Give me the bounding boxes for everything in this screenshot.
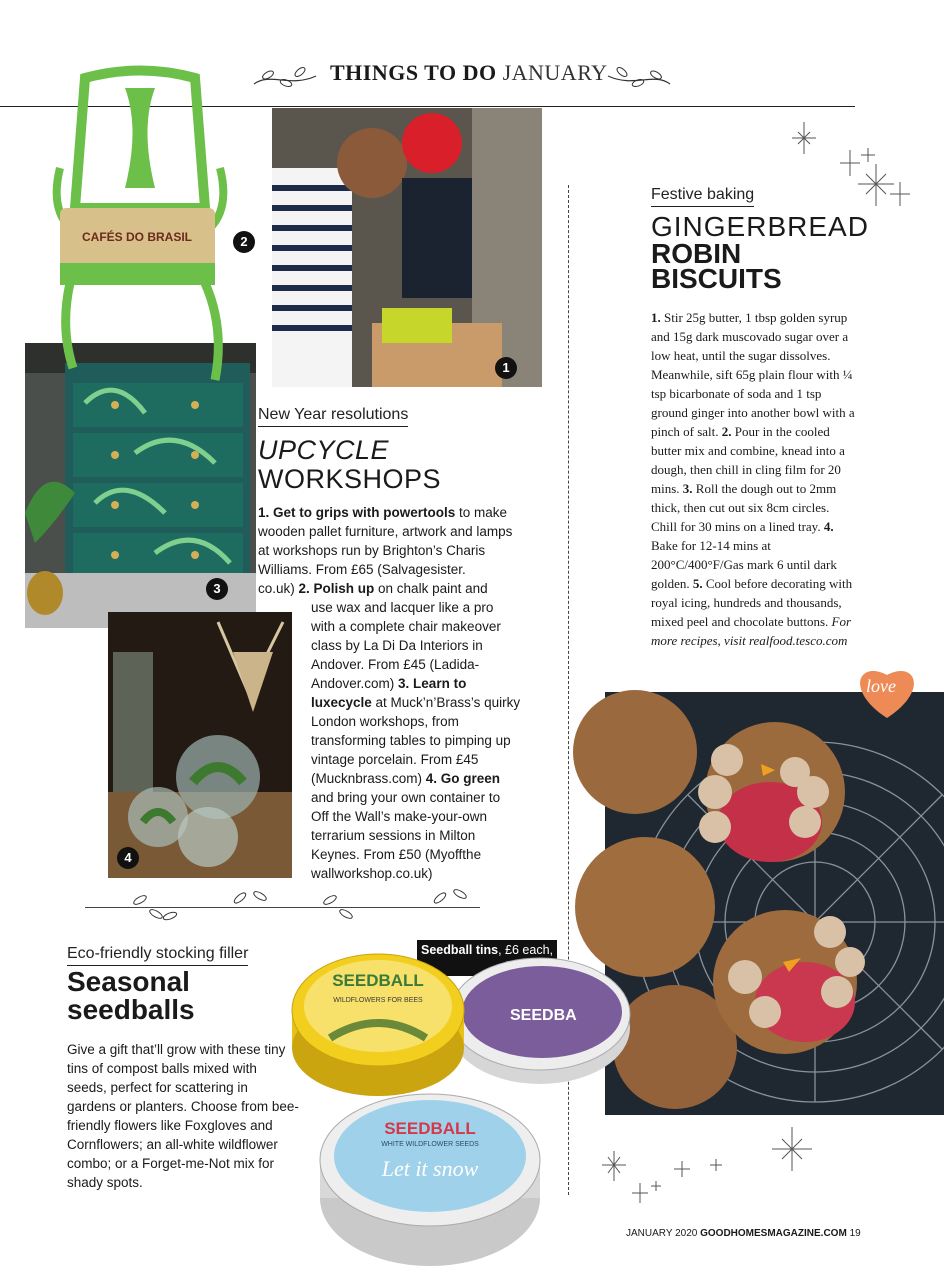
gingerbread-title-line1: GINGERBREAD: [651, 211, 869, 242]
photo-badge-2: 2: [233, 231, 255, 253]
vine-ornament-right-icon: [604, 62, 674, 92]
section-title-bold: THINGS TO DO: [330, 60, 497, 85]
photo-badge-4: 4: [117, 847, 139, 869]
gingerbread-method: [651, 308, 856, 650]
gingerbread-step5-num: 5.: [692, 576, 703, 591]
tin1-sublabel: WILDFLOWERS FOR BEES: [333, 997, 423, 1004]
sparkles-bottom-icon: [600, 1125, 820, 1215]
vine-ornament-left-icon: [250, 62, 320, 92]
photo-robin-biscuits: [605, 692, 944, 1115]
upcycle-body-top: [258, 503, 523, 598]
footer-site[interactable]: GOODHOMESMAGAZINE.COM: [700, 1228, 847, 1239]
gingerbread-step4-text: Bake for 12-14 mins at 200°C/400°F/Gas mark 6 until dark golden.: [651, 538, 837, 591]
upcycle-step1-text: to make wooden pallet furniture, artwork and lamps at workshops run by Brighton’s Charis Williams. From £65 (Salvagesister.: [258, 505, 513, 577]
section-title-month: JANUARY: [502, 60, 608, 85]
seedball-caption-product: Seedball tins: [421, 943, 499, 957]
upcycle-kicker: New Year resolutions: [258, 406, 408, 427]
seedball-title-line1: Seasonal: [67, 966, 190, 997]
photo-badge-1: 1: [495, 357, 517, 379]
gingerbread-step1-num: 1.: [651, 310, 661, 325]
upcycle-step2-start: on chalk paint and: [374, 581, 488, 596]
tin3-script: Let it snow: [381, 1156, 479, 1181]
chair-label: CAFÉS DO BRASIL: [81, 230, 193, 244]
photo-badge-3: 3: [206, 578, 228, 600]
section-title: [330, 60, 608, 86]
gingerbread-kicker: Festive baking: [651, 186, 754, 207]
gingerbread-title-line3: BISCUITS: [651, 263, 782, 294]
upcycle-step3-text: at Muck’n’Brass’s quirky London workshops, from transforming tables to pimping up vintage porcelain. From £45 (Mucknbrass.com): [311, 695, 521, 786]
love-label: love: [866, 676, 896, 696]
gingerbread-step3-num: 3.: [682, 481, 693, 496]
gingerbread-step2-text: Pour in the cooled butter mix and combine, knead into a dough, then chill in cling film for 20 mins.: [651, 424, 845, 496]
gingerbread-title-line2: ROBIN: [651, 238, 742, 269]
photo-chair: [55, 68, 225, 386]
sparkles-icon: [790, 120, 910, 210]
upcycle-title-line2: WORKSHOPS: [258, 464, 442, 494]
upcycle-body-bottom: [311, 598, 521, 883]
upcycle-step4-text: and bring your own container to Off the Wall’s make-your-own terrarium sessions in Milton Keynes. From £50 (Myoffthe wallworkshop.co.uk): [311, 790, 501, 881]
upcycle-step3-heading: 3. Learn to luxecycle: [311, 676, 467, 710]
seedball-title-line2: seedballs: [67, 994, 195, 1025]
tin3-sublabel: WHITE WILDFLOWER SEEDS: [381, 1141, 479, 1148]
upcycle-step4-heading: 4. Go green: [425, 771, 501, 786]
photo-seedball-tins: [290, 948, 577, 1268]
page-footer: [626, 1228, 861, 1239]
upcycle-title-line1: UPCYCLE: [258, 435, 390, 465]
seedball-kicker: Eco-friendly stocking filler: [67, 945, 248, 966]
gingerbread-step5-text: Cool before decorating with royal icing, hundreds and thousands, mixed peel and chocolate buttons.: [651, 576, 853, 629]
photo-terrarium: [108, 612, 292, 878]
gingerbread-step4-num: 4.: [823, 519, 834, 534]
tin3-label: SEEDBALL: [384, 1119, 476, 1138]
gingerbread-step2-num: 2.: [721, 424, 732, 439]
upcycle-step1-heading: 1. Get to grips with powertools: [258, 505, 456, 520]
footer-page-number: 19: [846, 1228, 861, 1239]
gingerbread-more-recipes-link[interactable]: For more recipes, visit realfood.tesco.com: [651, 614, 852, 648]
gingerbread-step1-text: Stir 25g butter, 1 tbsp golden syrup and 15g dark muscovado sugar over a low heat, until the sugar dissolves. Meanwhile, sift 65g plain flour with ¼ tsp bicarbonate of soda and 1 tsp ground ginger into another bowl with a pinch of salt.: [651, 310, 855, 439]
tin2-label: SEEDBA: [510, 1007, 577, 1024]
upcycle-step1-end: co.uk): [258, 581, 299, 596]
upcycle-step2-heading: 2. Polish up: [298, 581, 375, 596]
vine-leaves-icon: [120, 886, 490, 926]
photo-workshop: [272, 108, 542, 387]
footer-month: JANUARY 2020: [626, 1228, 701, 1239]
upcycle-step2-text: use wax and lacquer like a pro with a complete chair makeover class by La Di Da Interiors in Andover. From £45 (Ladida-Andover.com): [311, 600, 501, 691]
seedball-caption-price: , £6 each,: [498, 943, 554, 957]
tin1-label: SEEDBALL: [332, 971, 424, 990]
gingerbread-step3-text: Roll the dough out to 2mm thick, then cut out six 8cm circles. Chill for 30 mins on a lined tray.: [651, 481, 837, 534]
seedball-body: Give a gift that’ll grow with these tiny tins of compost balls mixed with seeds, perfect for scattering in gardens or planters. Choose from bee-friendly flowers like Foxgloves and Cornflowers; an all-white wildflower combo; or a Forget-me-Not mix for shady spots.: [67, 1042, 299, 1190]
